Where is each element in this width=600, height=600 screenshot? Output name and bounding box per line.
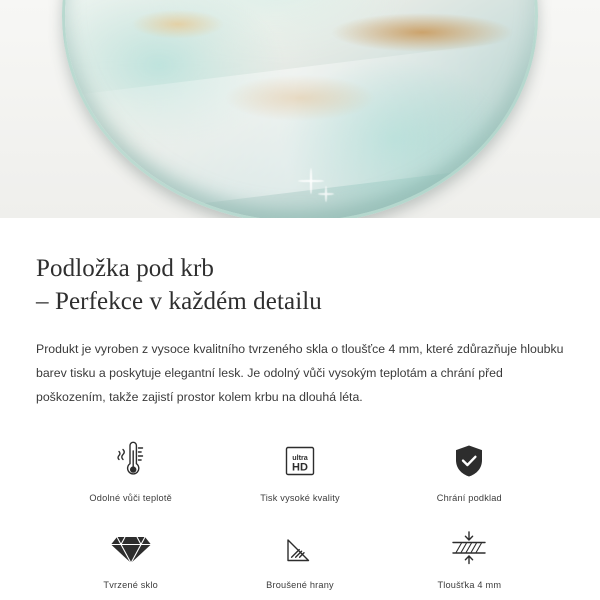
diamond-icon (108, 525, 154, 571)
hero-image (0, 0, 600, 218)
feature-item (215, 438, 384, 503)
feature-label: Tloušťka 4 mm (437, 579, 502, 590)
thickness-arrows-icon (444, 525, 494, 571)
feature-label: Tvrzené sklo (103, 579, 158, 590)
thermometer-icon (111, 438, 151, 484)
feature-label: Broušené hrany (266, 579, 334, 590)
ultra-hd-icon (278, 438, 322, 484)
feature-label: Tisk vysoké kvality (260, 492, 340, 503)
feature-grid (36, 438, 564, 590)
page-title (36, 252, 564, 318)
polished-edges-icon (278, 525, 322, 571)
headline-line-1: Podložka pod krb (36, 255, 214, 282)
svg-text:ultra: ultra (292, 452, 308, 462)
feature-label: Odolné vůči teplotě (89, 492, 172, 503)
feature-item (385, 438, 554, 503)
shield-check-icon (447, 438, 491, 484)
feature-label: Chrání podklad (436, 492, 502, 503)
feature-item (215, 525, 384, 590)
content-area (0, 218, 600, 590)
svg-text:HD: HD (292, 461, 308, 474)
feature-item (385, 525, 554, 590)
feature-item (46, 438, 215, 503)
description-paragraph: Produkt je vyroben z vysoce kvalitního tvrzeného skla o tloušťce 4 mm, které zdůrazňuje hloubku barev tisku a poskytuje elegantní lesk. Je odolný vůči vysokým teplotám a chrání před poškozením, takže zajistí prostor kolem krbu na dlouhá léta. (36, 342, 564, 404)
feature-item (46, 525, 215, 590)
headline-line-2: – Perfekce v každém detailu (36, 288, 322, 315)
